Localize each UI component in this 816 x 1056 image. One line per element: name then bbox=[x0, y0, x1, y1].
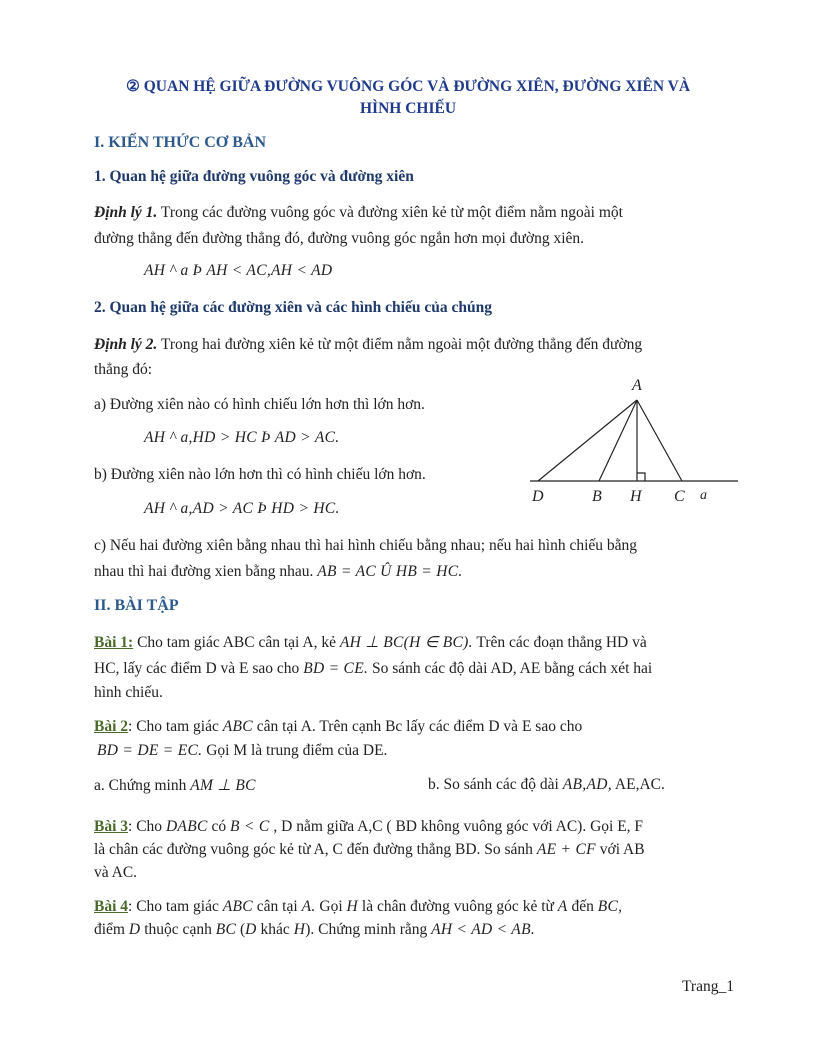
bai4-math-8: D bbox=[245, 921, 257, 938]
item-c-line-1: c) Nếu hai đường xiên bằng nhau thì hai hình chiếu bằng nhau; nếu hai hình chiếu bằng bbox=[94, 537, 638, 554]
bai2-line-1 bbox=[94, 718, 582, 736]
bai4-label: Bài 4 bbox=[94, 898, 129, 915]
bai1-math-2: BD = CE. bbox=[303, 660, 369, 677]
bai3-line-3: và AC. bbox=[94, 864, 138, 881]
theorem-2-line-1 bbox=[94, 336, 642, 354]
bai4-math-3: H bbox=[346, 898, 359, 915]
bai4-line-2 bbox=[94, 921, 535, 939]
bai3-math-3: AE + CF bbox=[536, 841, 596, 858]
bai3-text-1: : Cho bbox=[128, 818, 166, 835]
label-line-a: a bbox=[700, 488, 707, 503]
page-title bbox=[60, 76, 756, 120]
right-angle-mark bbox=[637, 473, 645, 481]
bai2-part-b bbox=[428, 776, 665, 794]
theorem-1-label: Định lý 1. bbox=[94, 204, 158, 221]
bai2-text-1: : Cho tam giác bbox=[128, 718, 223, 735]
bai2-text-3: Gọi M là trung điểm của DE. bbox=[202, 742, 388, 759]
subheading-perpendicular-oblique: 1. Quan hệ giữa đường vuông góc và đường xiên bbox=[94, 168, 414, 185]
bai3-math-1: DABC bbox=[165, 818, 208, 835]
bai2-line-2 bbox=[97, 742, 387, 760]
item-c-formula: AB = AC Û HB = HC. bbox=[317, 563, 463, 580]
segment-ab bbox=[599, 400, 637, 481]
bai4-text-4: là chân đường vuông góc kẻ từ bbox=[358, 898, 558, 915]
subheading-oblique-projection: 2. Quan hệ giữa các đường xiên và các hình chiếu của chúng bbox=[94, 299, 492, 316]
bai4-math-1: ABC bbox=[222, 898, 253, 915]
theorem-2-text: Trong hai đường xiên kẻ từ một điểm nằm ngoài một đường thẳng đến đường bbox=[157, 336, 643, 353]
bai1-text-3: HC, lấy các điểm D và E sao cho bbox=[94, 660, 304, 677]
bai1-line-2 bbox=[94, 660, 652, 678]
bai4-text-8: ( bbox=[236, 921, 246, 938]
section-heading-knowledge: I. KIẾN THỨC CƠ BẢN bbox=[94, 134, 267, 151]
bai3-label: Bài 3 bbox=[94, 818, 129, 835]
theorem-1-line-2: đường thẳng đến đường thẳng đó, đường vuông góc ngắn hơn mọi đường xiên. bbox=[94, 230, 585, 247]
bai2-label: Bài 2 bbox=[94, 718, 129, 735]
label-a-point: A bbox=[632, 377, 642, 394]
item-b: b) Đường xiên nào lớn hơn thì có hình chiếu lớn hơn. bbox=[94, 466, 426, 483]
theorem-1-line-1 bbox=[94, 204, 623, 222]
item-a: a) Đường xiên nào có hình chiếu lớn hơn thì lớn hơn. bbox=[94, 396, 425, 413]
bai4-text-6: điểm bbox=[94, 921, 129, 938]
bai3-line-1 bbox=[94, 818, 643, 836]
bai2-part-b-post: AE,AC. bbox=[611, 776, 665, 793]
label-c-point: C bbox=[674, 488, 685, 505]
bai4-text-10: ). Chứng minh rằng bbox=[305, 921, 432, 938]
bai4-text-1: : Cho tam giác bbox=[128, 898, 223, 915]
bai1-text-1: Cho tam giác ABC cân tại A, kẻ bbox=[133, 634, 340, 651]
bai4-text-3: Gọi bbox=[315, 898, 347, 915]
bai2-part-a-math: AM ⊥ BC bbox=[190, 777, 256, 794]
bai4-text-9: khác bbox=[256, 921, 294, 938]
bai4-text-2: cân tại bbox=[252, 898, 302, 915]
bai3-text-5: với AB bbox=[595, 841, 645, 858]
bai4-math-2: A. bbox=[301, 898, 316, 915]
label-h-point: H bbox=[630, 488, 642, 505]
bai2-math-1: ABC bbox=[222, 718, 253, 735]
bai2-part-a-text: a. Chứng minh bbox=[94, 777, 191, 794]
formula-a: AH ^ a,HD > HC Þ AD > AC. bbox=[144, 429, 340, 446]
item-c-line-2 bbox=[94, 563, 463, 581]
bai4-math-10: AH < AD < AB. bbox=[431, 921, 536, 938]
bai2-text-2: cân tại A. Trên cạnh Bc lấy các điểm D và E sao cho bbox=[252, 718, 583, 735]
bai4-math-6: D bbox=[128, 921, 141, 938]
bai4-math-9: H bbox=[293, 921, 306, 938]
theorem-2-line-2: thẳng đó: bbox=[94, 361, 153, 378]
bai4-math-7: BC bbox=[215, 921, 237, 938]
bai3-text-2: có bbox=[207, 818, 230, 835]
page-number: Trang_1 bbox=[682, 978, 734, 995]
title-line-1: ② QUAN HỆ GIỮA ĐƯỜNG VUÔNG GÓC VÀ ĐƯỜNG XIÊN, ĐƯỜNG XIÊN VÀ bbox=[125, 78, 691, 95]
theorem-1-text: Trong các đường vuông góc và đường xiên kẻ từ một điểm nằm ngoài một bbox=[157, 204, 623, 221]
bai3-text-3: , D nằm giữa A,C ( BD không vuông góc với AC). Gọi E, F bbox=[269, 818, 644, 835]
formula-theorem-1: AH ^ a Þ AH < AC,AH < AD bbox=[144, 262, 333, 279]
geometry-figure bbox=[520, 370, 740, 510]
bai4-text-7: thuộc cạnh bbox=[140, 921, 216, 938]
bai4-line-1 bbox=[94, 898, 622, 916]
bai4-text-5: đến bbox=[567, 898, 598, 915]
segment-ac bbox=[637, 400, 682, 481]
bai3-text-4: là chân các đường vuông góc kẻ từ A, C đến đường thẳng BD. So sánh bbox=[94, 841, 537, 858]
bai2-part-b-text: b. So sánh các độ dài bbox=[428, 776, 563, 793]
bai1-text-2: Trên các đoạn thẳng HD và bbox=[472, 634, 647, 651]
bai1-label: Bài 1: bbox=[94, 634, 134, 651]
formula-b: AH ^ a,AD > AC Þ HD > HC. bbox=[144, 500, 340, 517]
bai3-line-2 bbox=[94, 841, 645, 859]
bai4-math-5: BC, bbox=[597, 898, 623, 915]
bai1-math-1: AH ⊥ BC(H ∈ BC). bbox=[339, 634, 473, 651]
label-d-point: D bbox=[532, 488, 544, 505]
title-line-2: HÌNH CHIẾU bbox=[359, 100, 457, 117]
bai2-part-a bbox=[94, 776, 256, 795]
item-c-text: nhau thì hai đường xien bằng nhau. bbox=[94, 563, 318, 580]
bai3-math-2: B < C bbox=[230, 818, 270, 835]
bai2-math-2: BD = DE = EC. bbox=[97, 742, 203, 759]
bai2-part-b-math: AB,AD, bbox=[562, 776, 612, 793]
label-b-point: B bbox=[592, 488, 602, 505]
section-heading-exercises: II. BÀI TẬP bbox=[94, 597, 179, 614]
segment-ad bbox=[538, 400, 637, 481]
bai1-line-1 bbox=[94, 633, 647, 652]
bai1-text-4: So sánh các độ dài AD, AE bằng cách xét hai bbox=[368, 660, 653, 677]
bai4-math-4: A bbox=[557, 898, 568, 915]
theorem-2-label: Định lý 2. bbox=[94, 336, 158, 353]
bai1-line-3: hình chiếu. bbox=[94, 684, 163, 701]
